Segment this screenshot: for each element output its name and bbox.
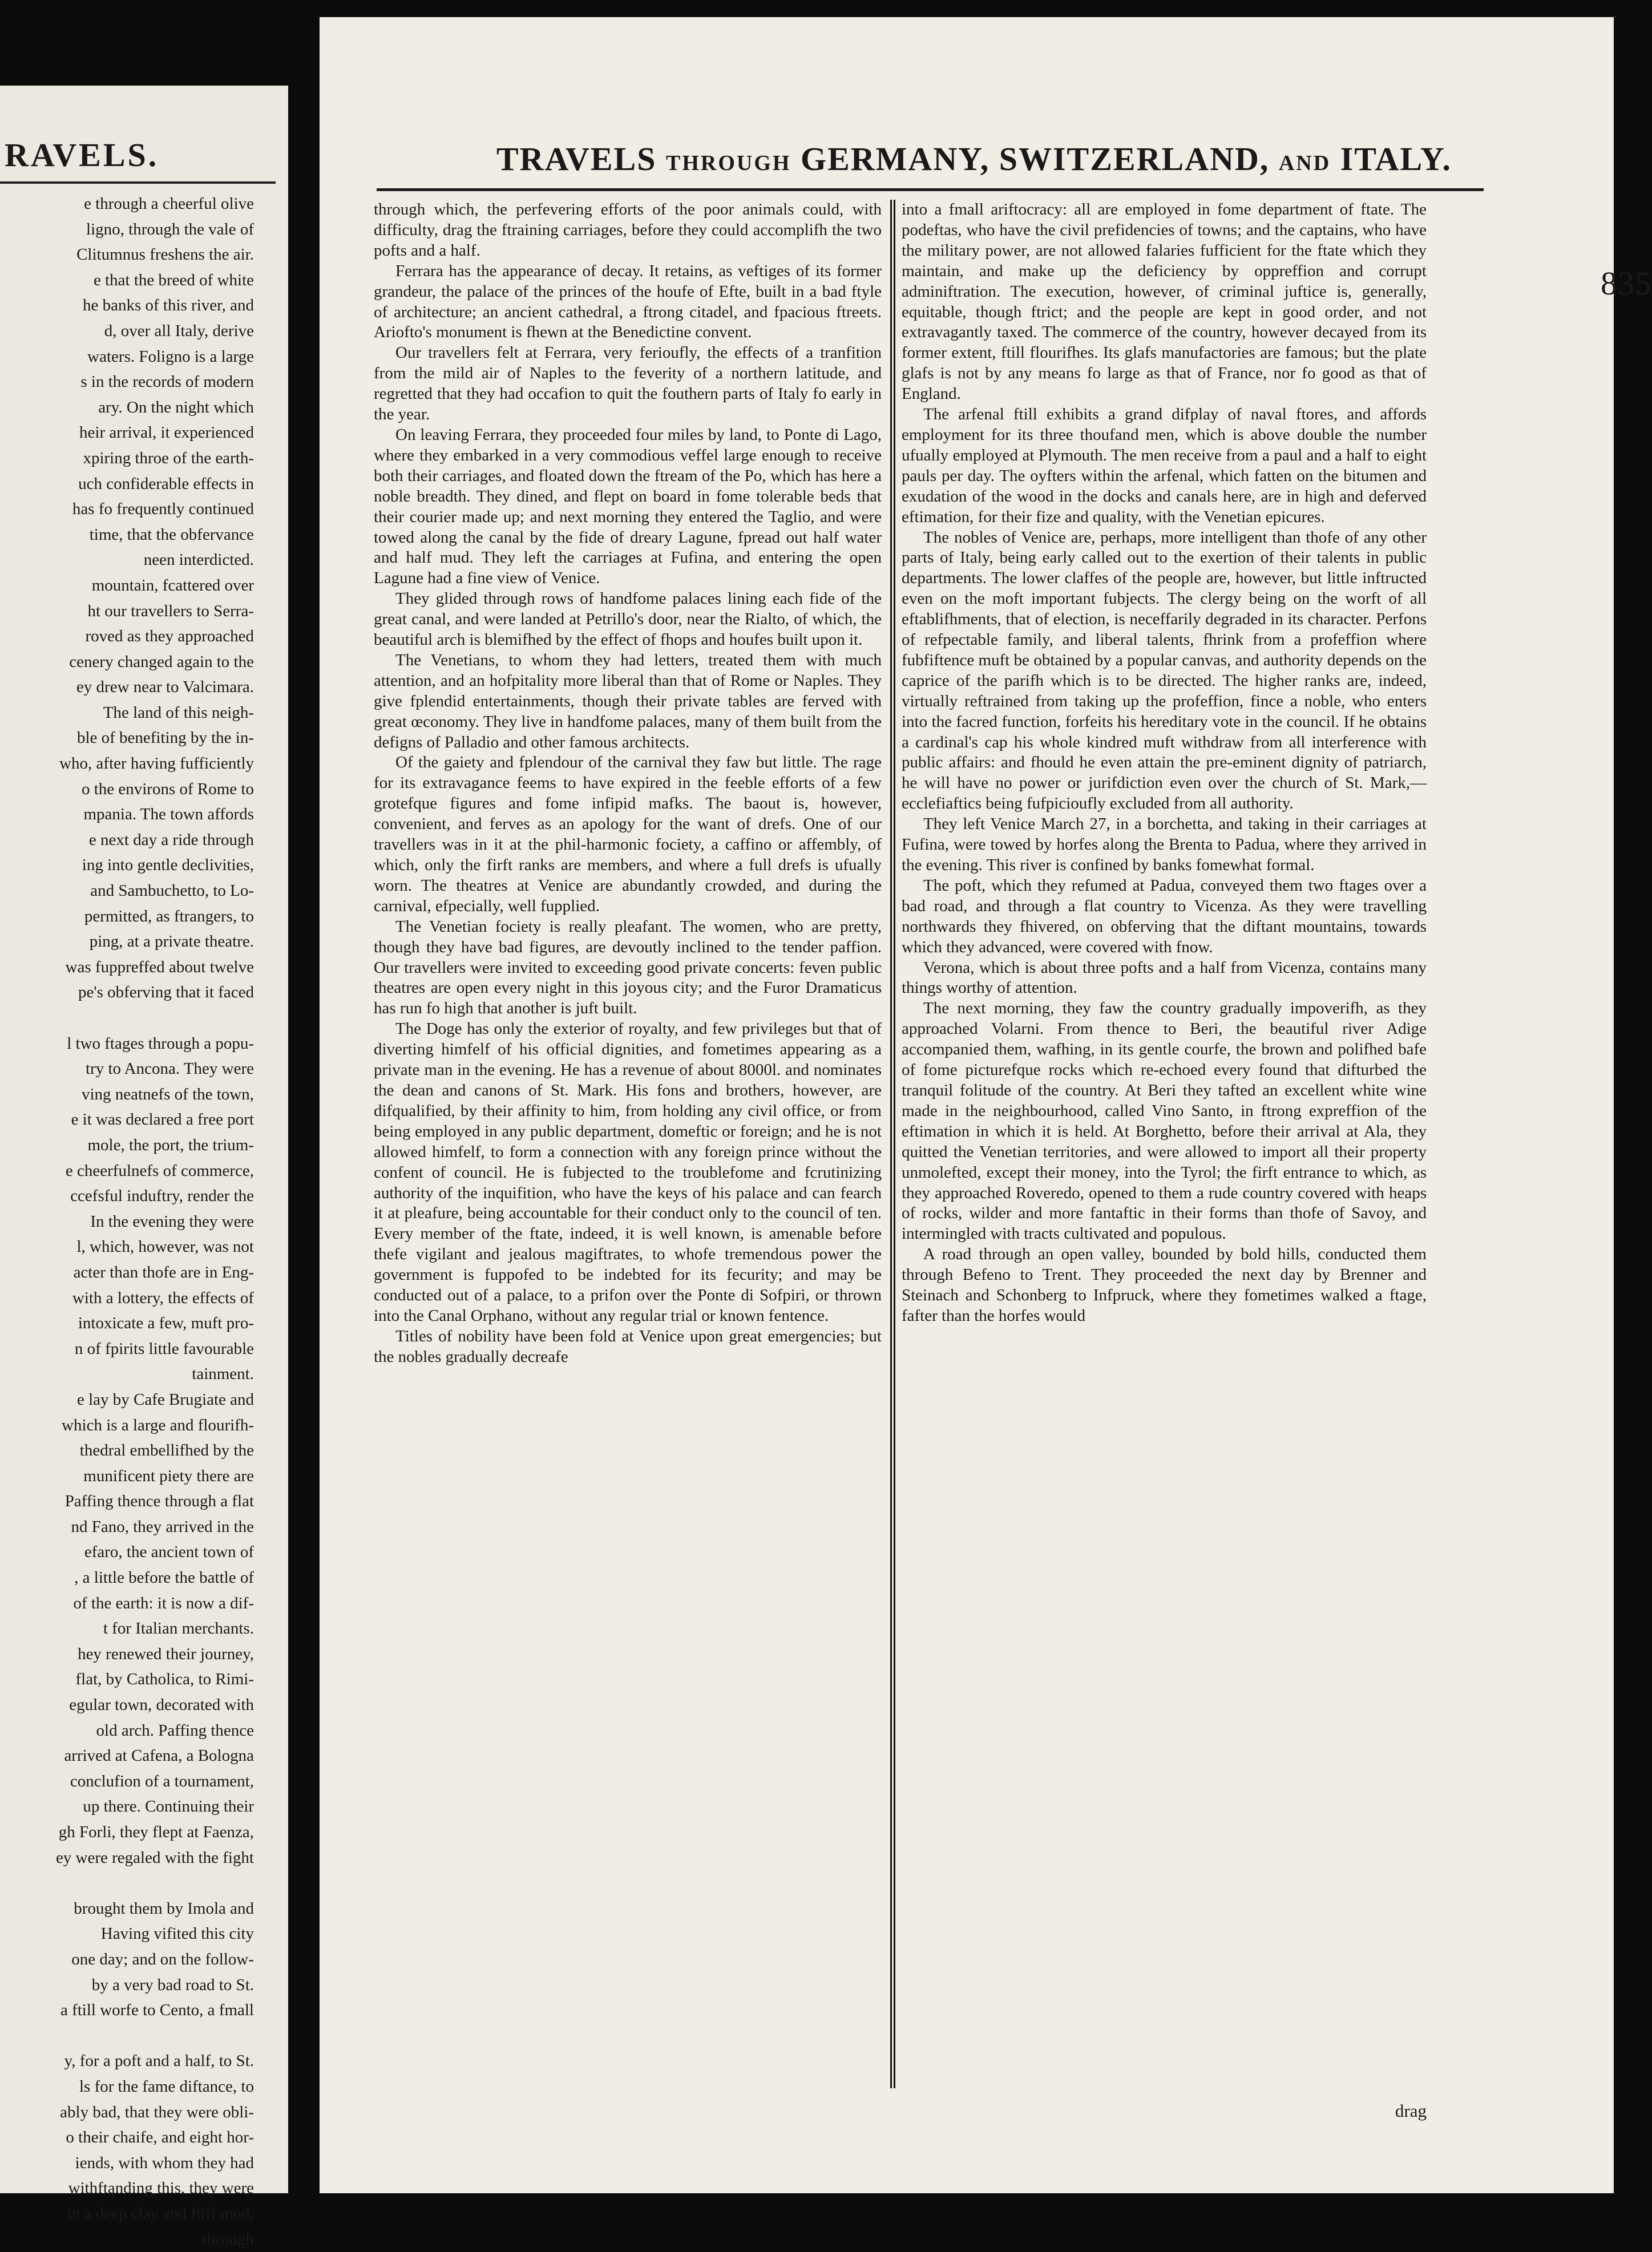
- previous-page-line: egular town, decorated with: [0, 1692, 254, 1718]
- previous-page-line: y, for a poft and a half, to St.: [0, 2048, 254, 2074]
- previous-page-line: ping, at a private theatre.: [0, 929, 254, 955]
- previous-page-text: [0, 191, 254, 2252]
- header-rule: [377, 188, 1484, 191]
- previous-page-line: in a deep clay and ftiff mud,: [0, 2201, 254, 2227]
- previous-page-line: s in the records of modern: [0, 369, 254, 395]
- paragraph: The next morning, they faw the country gradually impoverifh, as they approached Volarni. From thence to Beri, the beautiful river Adige accompanied them, wafhing, in its gentle courfe, the brown and polifhed bafe of fome picturefque rocks which re-echoed every found that difturbed the tranquil folitude of the country. At Beri they tafted an excellent white wine made in the neighbourhood, called Vino Santo, in ftrong expreffion of the eftimation in which it is held. At Borghetto, before their arrival at Ala, they quitted the Venetian territories, and were allowed to import all their property unmolefted, except their money, into the Tyrol; the firft entrance to which, as they approached Roveredo, opened to them a rude country covered with heaps of rocks, wilder and more fantaftic in their forms than thofe of Savoy, and intermingled with tracts cultivated and populous.: [902, 998, 1427, 1244]
- previous-page-line: ligno, through the vale of: [0, 217, 254, 242]
- previous-page-line: mole, the port, the trium-: [0, 1133, 254, 1158]
- previous-page-line: pe's obferving that it faced: [0, 980, 254, 1005]
- left-column: [374, 200, 882, 1368]
- previous-page-line: acter than thofe are in Eng-: [0, 1260, 254, 1285]
- previous-page-line: cenery changed again to the: [0, 649, 254, 675]
- previous-page-rule: [0, 181, 276, 184]
- previous-page-line: [0, 1005, 254, 1031]
- paragraph: On leaving Ferrara, they proceeded four miles by land, to Ponte di Lago, where they embarked in a very commodious veffel large enough to receive both their carriages, and floated down the ftream of the Po, which has here a noble breadth. They dined, and flept on board in fome tolerable beds that their courier made up; and next morning they entered the Taglio, and were towed along the canal by the fide of dreary Lagune, fpread out half water and half mud. They left the carriages at Fufina, and entering the open Lagune had a fine view of Venice.: [374, 425, 882, 589]
- previous-page-line: ey were regaled with the fight: [0, 1845, 254, 1871]
- previous-page-line: intoxicate a few, muft pro-: [0, 1311, 254, 1336]
- previous-page-line: e it was declared a free port: [0, 1107, 254, 1133]
- previous-page-line: was fuppreffed about twelve: [0, 955, 254, 980]
- previous-page-line: ving neatnefs of the town,: [0, 1082, 254, 1107]
- previous-page-line: xpiring throe of the earth-: [0, 446, 254, 471]
- paragraph: Our travellers felt at Ferrara, very ferioufly, the effects of a tranfition from the mild air of Naples to the feverity of a northern latitude, and regretted that they had occafion to quit the fouthern parts of Italy fo early in the year.: [374, 343, 882, 425]
- previous-page-line: and Sambuchetto, to Lo-: [0, 878, 254, 904]
- previous-page-line: a ftill worfe to Cento, a fmall: [0, 1998, 254, 2023]
- paragraph: They glided through rows of handfome palaces lining each fide of the great canal, and were landed at Petrillo's door, near the Rialto, of which, the beautiful arch is blemifhed by the effect of fhops and houfes built upon it.: [374, 589, 882, 650]
- previous-page-line: o the environs of Rome to: [0, 777, 254, 802]
- page: [320, 17, 1614, 2193]
- running-header: [496, 140, 1444, 178]
- previous-page-line: t for Italian merchants.: [0, 1616, 254, 1642]
- paragraph: The Doge has only the exterior of royalty, and few privileges but that of diverting himfelf of his official dignities, and fometimes appearing as a private man in the evening. He has a revenue of about 8000l. and nominates the dean and canons of St. Mark. His fons and brothers, however, are difqualified, by their affinity to him, from holding any civil office, or from being employed in any public department, domeftic or foreign; and he is not allowed himfelf, to form a connection with any foreign prince without the confent of council. He is fubjected to the troublefome and fcrutinizing authority of the inquifition, who have the keys of his palace and can fearch it at pleafure, being accountable for their conduct only to the council of ten. Every member of the ftate, indeed, it is well known, is amenable before thefe vigilant and jealous magiftrates, to whofe tremendous power the government is fuppofed to be indebted for its fecurity; and may be conducted out of a palace, to a prifon over the Ponte di Sofpiri, or thrown into the Canal Orphano, without any regular trial or known fentence.: [374, 1019, 882, 1327]
- paragraph: The nobles of Venice are, perhaps, more intelligent than thofe of any other parts of Italy, being early called out to the exertion of their talents in public departments. The lower claffes of the people are, however, but little inftructed even on the moft important fubjects. The clergy being on the worft of all eftablifhments, that of election, is neceffarily degraded in its character. Perfons of refpectable family, and liberal talents, fhrink from a profeffion where fubfiftence muft be obtained by a popular canvas, and authority depends on the caprice of the parifh which is to be directed. The higher ranks are, indeed, virtually reftrained from taking up the profeffion, fince a noble, who enters into the facred function, forfeits his hereditary vote in the council. If he obtains a cardinal's cap his whole kindred muft withdraw from all interference with public affairs: and fhould he even attain the pre-eminent dignity of patriarch, he will have no power or jurifdiction even over the church of St. Mark,—ecclefiaftics being fufpicioufly excluded from all authority.: [902, 528, 1427, 815]
- previous-page-line: with a lottery, the effects of: [0, 1285, 254, 1311]
- header-word-countries: GERMANY, SWITZERLAND,: [801, 140, 1269, 177]
- header-word-italy: ITALY.: [1340, 140, 1452, 177]
- previous-page-line: up there. Continuing their: [0, 1794, 254, 1820]
- previous-page-line: ccefsful induftry, render the: [0, 1183, 254, 1209]
- column-divider: [890, 200, 895, 2088]
- previous-page-line: of the earth: it is now a dif-: [0, 1591, 254, 1616]
- previous-page-line: flat, by Catholica, to Rimi-: [0, 1667, 254, 1692]
- paragraph: into a fmall ariftocracy: all are employed in fome department of ftate. The podeftas, who have the civil prefidencies of towns; and the captains, who have the military power, are not allowed falaries fufficient for the ftate which they maintain, and make up the deficiency by oppreffion and corrupt adminiftration. The execution, however, of criminal juftice is, generally, equitable, though ftrict; and the people are kept in good order, and not extravagantly taxed. The commerce of the country, however decayed from its former extent, ftill flourifhes. Its glafs manufactories are famous; but the plate glafs is not by any means fo large as that of France, nor fo good as that of England.: [902, 200, 1427, 405]
- paragraph: Verona, which is about three pofts and a half from Vicenza, contains many things worthy of attention.: [902, 958, 1427, 999]
- previous-page-line: e cheerfulnefs of commerce,: [0, 1158, 254, 1184]
- previous-page-line: has fo frequently continued: [0, 496, 254, 522]
- previous-page-line: e that the breed of white: [0, 268, 254, 293]
- previous-page-line: try to Ancona. They were: [0, 1056, 254, 1082]
- previous-page-line: brought them by Imola and: [0, 1896, 254, 1922]
- previous-page-line: by a very bad road to St.: [0, 1972, 254, 1998]
- previous-page-line: e lay by Cafe Brugiate and: [0, 1387, 254, 1413]
- previous-page-line: iends, with whom they had: [0, 2150, 254, 2176]
- previous-page-line: heir arrival, it experienced: [0, 420, 254, 446]
- previous-page-line: o their chaife, and eight hor-: [0, 2125, 254, 2150]
- previous-page-line: thedral embellifhed by the: [0, 1438, 254, 1463]
- previous-page-line: arrived at Cafena, a Bologna: [0, 1743, 254, 1769]
- previous-page-line: withftanding this, they were: [0, 2176, 254, 2201]
- previous-page-line: hey renewed their journey,: [0, 1642, 254, 1667]
- previous-page-line: The land of this neigh-: [0, 700, 254, 726]
- paragraph: through which, the perfevering efforts of the poor animals could, with difficulty, drag the ftraining carriages, before they could accomplifh the two pofts and a half.: [374, 200, 882, 261]
- right-column: [902, 200, 1427, 1327]
- previous-page-line: ary. On the night which: [0, 395, 254, 421]
- previous-page-header: RAVELS.: [5, 136, 159, 174]
- previous-page-line: tainment.: [0, 1361, 254, 1387]
- previous-page-line: ht our travellers to Serra-: [0, 599, 254, 624]
- previous-page-line: through: [0, 2227, 254, 2252]
- catchword: drag: [1395, 2101, 1427, 2121]
- previous-page-line: waters. Foligno is a large: [0, 344, 254, 370]
- previous-page-line: In the evening they were: [0, 1209, 254, 1235]
- previous-page-line: which is a large and flourifh-: [0, 1413, 254, 1438]
- previous-page-line: Clitumnus freshens the air.: [0, 242, 254, 268]
- header-word-and: AND: [1279, 151, 1331, 175]
- previous-page-line: mountain, fcattered over: [0, 573, 254, 599]
- previous-page-line: ey drew near to Valcimara.: [0, 674, 254, 700]
- previous-page-line: nd Fano, they arrived in the: [0, 1514, 254, 1540]
- previous-page-line: [0, 1870, 254, 1896]
- paragraph: Ferrara has the appearance of decay. It retains, as veftiges of its former grandeur, the palace of the princes of the houfe of Efte, built in a bad ftyle of architecture; an ancient cathedral, a ftrong citadel, and fpacious ftreets. Ariofto's monument is fhewn at the Benedictine convent.: [374, 261, 882, 343]
- paragraph: Titles of nobility have been fold at Venice upon great emergencies; but the nobles gradually decreafe: [374, 1327, 882, 1368]
- previous-page-line: gh Forli, they flept at Faenza,: [0, 1820, 254, 1845]
- previous-page-line: uch confiderable effects in: [0, 471, 254, 497]
- previous-page-line: ably bad, that they were obli-: [0, 2100, 254, 2125]
- previous-page-line: d, over all Italy, derive: [0, 318, 254, 344]
- previous-page-line: time, that the obfervance: [0, 522, 254, 548]
- previous-page-line: ble of benefiting by the in-: [0, 725, 254, 751]
- previous-page-line: he banks of this river, and: [0, 293, 254, 318]
- page-number: 835: [1601, 264, 1652, 302]
- previous-page-line: munificent piety there are: [0, 1463, 254, 1489]
- previous-page-line: [0, 2023, 254, 2049]
- previous-page-line: e through a cheerful olive: [0, 191, 254, 217]
- previous-page-line: e next day a ride through: [0, 827, 254, 853]
- previous-page-line: ls for the fame diftance, to: [0, 2074, 254, 2100]
- previous-page-line: Having vifited this city: [0, 1921, 254, 1947]
- paragraph: Of the gaiety and fplendour of the carnival they faw but little. The rage for its extravagance feems to have expired in the feeble efforts of a few grotefque figures and fome infipid mafks. The baout is, however, convenient, and ferves as an apology for the want of drefs. One of our travellers was in it at the phil-harmonic fociety, a caffino or affembly, of which, only the firft ranks are members, and where a full drefs is ufually worn. The theatres at Venice are abundantly crowded, and during the carnival, efpecially, well fupplied.: [374, 753, 882, 916]
- previous-page-line: mpania. The town affords: [0, 802, 254, 827]
- previous-page: [0, 86, 288, 2193]
- previous-page-line: permitted, as ftrangers, to: [0, 904, 254, 929]
- previous-page-line: who, after having fufficiently: [0, 751, 254, 777]
- paragraph: The poft, which they refumed at Padua, conveyed them two ftages over a bad road, and through a flat country to Vicenza. As they were travelling northwards they fhivered, on obferving that the diftant mountains, towards which they advanced, were covered with fnow.: [902, 876, 1427, 958]
- previous-page-line: n of fpirits little favourable: [0, 1336, 254, 1362]
- previous-page-line: , a little before the battle of: [0, 1565, 254, 1591]
- paragraph: A road through an open valley, bounded by bold hills, conducted them through Befeno to Trent. They proceeded the next day by Brenner and Steinach and Schonberg to Infpruck, where they fometimes walked a ftage, fafter than the horfes would: [902, 1244, 1427, 1327]
- paragraph: The Venetian fociety is really pleafant. The women, who are pretty, though they have bad figures, are devoutly inclined to the tender paffion. Our travellers were invited to exceeding good private concerts: feven public theatres are open every night in this joyous city; and the Furor Dramaticus has run fo high that another is juft built.: [374, 917, 882, 1020]
- paragraph: The arfenal ftill exhibits a grand difplay of naval ftores, and affords employment for its three thoufand men, which is above double the number ufually employed at Plymouth. The men receive from a paul and a half to eight pauls per day. The oyfters within the arfenal, which fatten on the bitumen and exudation of the wood in the docks and canals here, are in high and deferved eftimation, for their fize and quality, with the Venetian epicures.: [902, 405, 1427, 527]
- previous-page-line: neen interdicted.: [0, 547, 254, 573]
- book-gutter: [288, 0, 320, 2193]
- header-word-travels: TRAVELS: [496, 140, 657, 177]
- header-word-through: THROUGH: [666, 151, 791, 175]
- previous-page-line: l, which, however, was not: [0, 1234, 254, 1260]
- previous-page-line: roved as they approached: [0, 624, 254, 649]
- paragraph: The Venetians, to whom they had letters, treated them with much attention, and an hofpitality more liberal than that of Rome or Naples. They give fplendid entertainments, though their private tables are ferved with great œconomy. They live in handfome palaces, many of them built from the defigns of Palladio and other famous architects.: [374, 650, 882, 753]
- previous-page-line: Paffing thence through a flat: [0, 1489, 254, 1514]
- paragraph: They left Venice March 27, in a borchetta, and taking in their carriages at Fufina, were towed by horfes along the Brenta to Padua, where they arrived in the evening. This river is confined by banks fomewhat formal.: [902, 814, 1427, 876]
- previous-page-line: conclufion of a tournament,: [0, 1769, 254, 1794]
- previous-page-line: efaro, the ancient town of: [0, 1539, 254, 1565]
- previous-page-line: ing into gentle declivities,: [0, 852, 254, 878]
- previous-page-line: l two ftages through a popu-: [0, 1031, 254, 1057]
- previous-page-line: old arch. Paffing thence: [0, 1718, 254, 1744]
- previous-page-line: one day; and on the follow-: [0, 1947, 254, 1972]
